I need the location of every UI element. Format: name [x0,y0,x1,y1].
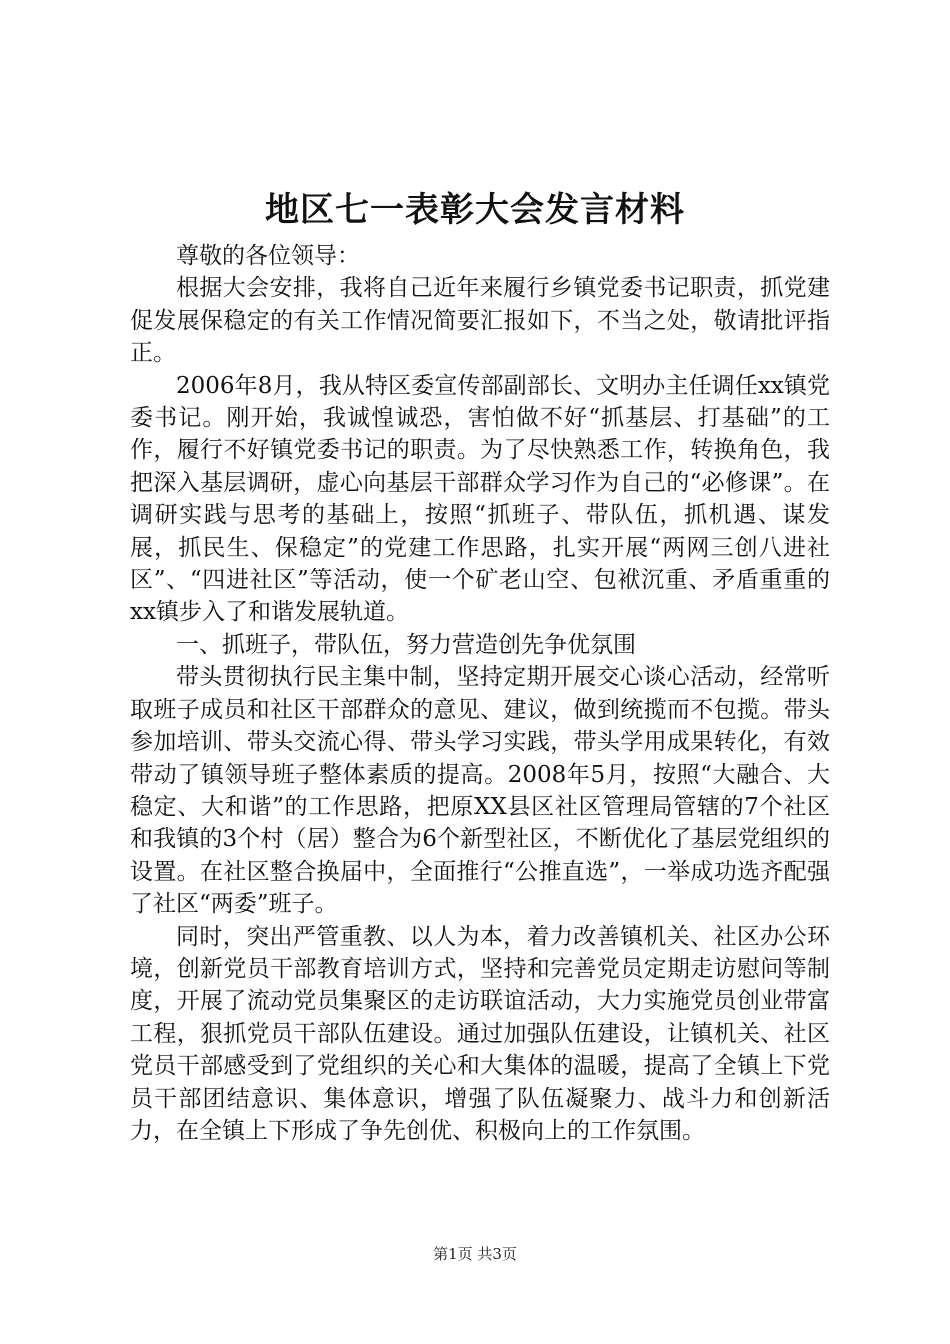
document-title: 地区七一表彰大会发言材料 [265,190,685,230]
section-1-paragraph-2: 同时，突出严管重教、以人为本，着力改善镇机关、社区办公环境，创新党员干部教育培训方式，坚持和完善党员定期走访慰问等制度，开展了流动党员集聚区的走访联谊活动，大力实施党员创业带富工程，狠抓党员干部队伍建设。通过加强队伍建设，让镇机关、社区党员干部感受到了党组织的关心和大集体的温暖，提高了全镇上下党员干部团结意识、集体意识，增强了队伍凝聚力、战斗力和创新活力，在全镇上下形成了争先创优、积极向上的工作氛围。 [130,923,830,1144]
background-paragraph: 2006年8月，我从特区委宣传部副部长、文明办主任调任xx镇党委书记。刚开始，我诚惶诚恐，害怕做不好“抓基层、打基础”的工作，履行不好镇党委书记的职责。为了尽快熟悉工作，转换角色，我把深入基层调研，虚心向基层干部群众学习作为自己的“必修课”。在调研实践与思考的基础上，按照“抓班子、带队伍，抓机遇、谋发展，抓民生、保稳定”的党建工作思路，扎实开展“两网三创八进社区”、“四进社区”等活动，使一个矿老山空、包袱沉重、矛盾重重的xx镇步入了和谐发展轨道。 [130,372,830,626]
document-body [130,240,830,1147]
salutation-paragraph: 尊敬的各位领导： [176,243,360,269]
section-1-paragraph-1: 带头贯彻执行民主集中制，坚持定期开展交心谈心活动，经常听取班子成员和社区干部群众的意见、建议，做到统揽而不包揽。带头参加培训、带头交流心得、带头学习实践，带头学用成果转化，有效带动了镇领导班子整体素质的提高。2008年5月，按照“大融合、大稳定、大和谐”的工作思路，把原XX县区社区管理局管辖的7个社区和我镇的3个村（居）整合为6个新型社区，不断优化了基层党组织的设置。在社区整合换届中，全面推行“公推直选”，一举成功选齐配强了社区“两委”班子。 [130,664,830,918]
page-number-footer: 第1页 共3页 [433,1245,517,1263]
intro-paragraph: 根据大会安排，我将自己近年来履行乡镇党委书记职责，抓党建促发展保稳定的有关工作情况简要汇报如下，不当之处，敬请批评指正。 [130,275,830,367]
section-heading-1: 一、抓班子，带队伍，努力营造创先争优氛围 [176,631,636,658]
